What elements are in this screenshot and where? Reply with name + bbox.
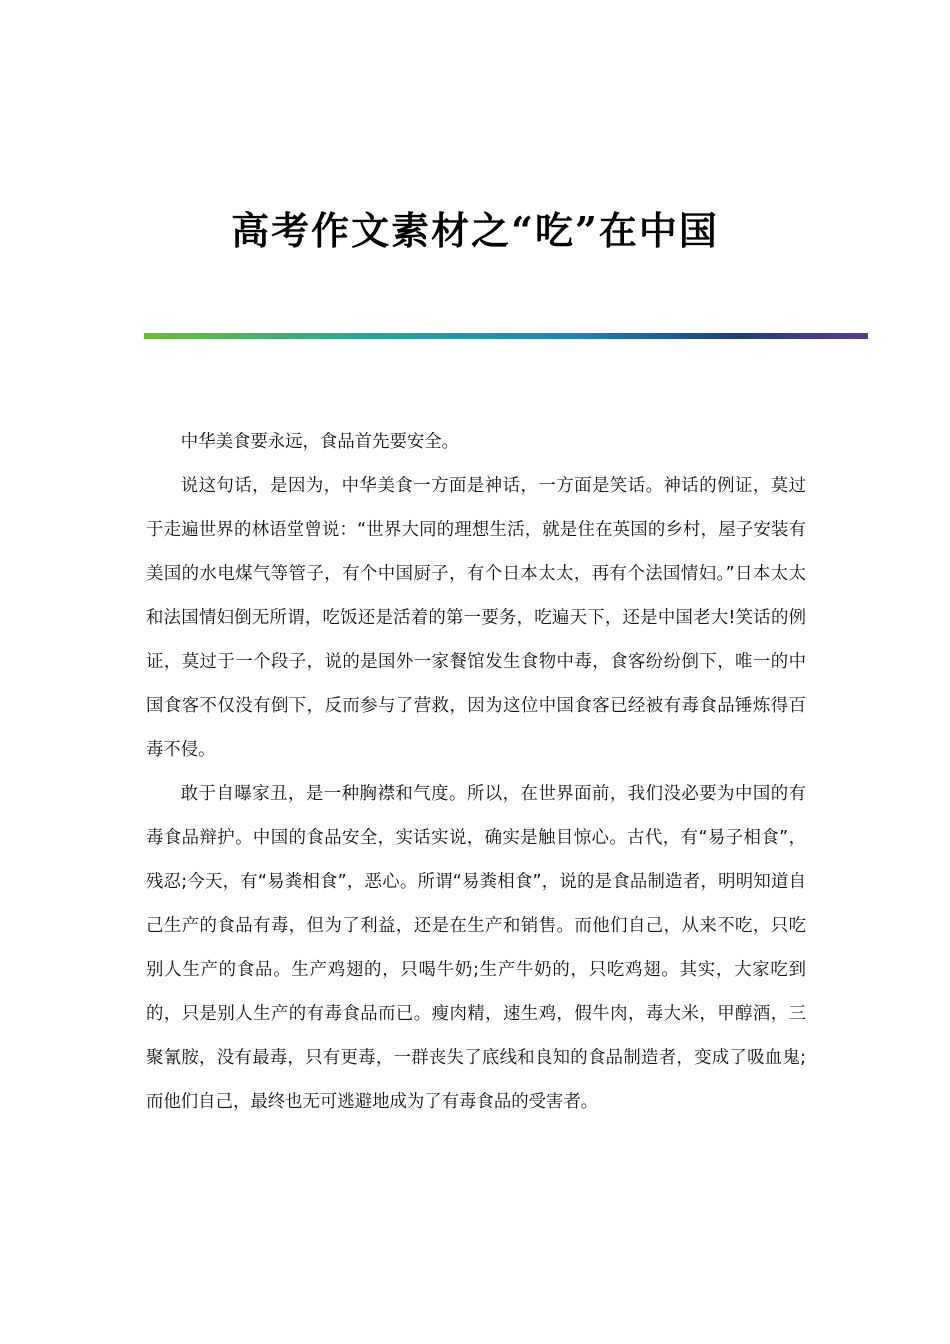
title-divider-rule [144, 333, 868, 339]
paragraph: 说这句话，是因为，中华美食一方面是神话，一方面是笑话。神话的例证，莫过于走遍世界的林语堂曾说：“世界大同的理想生活，就是住在英国的乡村，屋子安装有美国的水电煤气等管子，有个中国厨子，有个日本太太，再有个法国情妇。”日本太太和法国情妇倒无所谓，吃饭还是活着的第一要务，吃遍天下，还是中国老大!笑话的例证，莫过于一个段子，说的是国外一家餐馆发生食物中毒，食客纷纷倒下，唯一的中国食客不仅没有倒下，反而参与了营救，因为这位中国食客已经被有毒食品锤炼得百毒不侵。 [146, 476, 806, 760]
document-body [146, 420, 806, 1124]
paragraph: 中华美食要永远，食品首先要安全。 [180, 432, 460, 452]
document-title: 高考作文素材之“吃”在中国 [231, 208, 719, 253]
paragraph: 敢于自曝家丑，是一种胸襟和气度。所以，在世界面前，我们没必要为中国的有毒食品辩护。中国的食品安全，实话实说，确实是触目惊心。古代，有“易子相食”，残忍;今天，有“易粪相食”，恶心。所谓“易粪相食”，说的是食品制造者，明明知道自己生产的食品有毒，但为了利益，还是在生产和销售。而他们自己，从来不吃，只吃别人生产的食品。生产鸡翅的，只喝牛奶;生产牛奶的，只吃鸡翅。其实，大家吃到的，只是别人生产的有毒食品而已。瘦肉精，速生鸡，假牛肉，毒大米，甲醇酒，三聚氰胺，没有最毒，只有更毒，一群丧失了底线和良知的食品制造者，变成了吸血鬼;而他们自己，最终也无可逃避地成为了有毒食品的受害者。 [146, 784, 806, 1112]
